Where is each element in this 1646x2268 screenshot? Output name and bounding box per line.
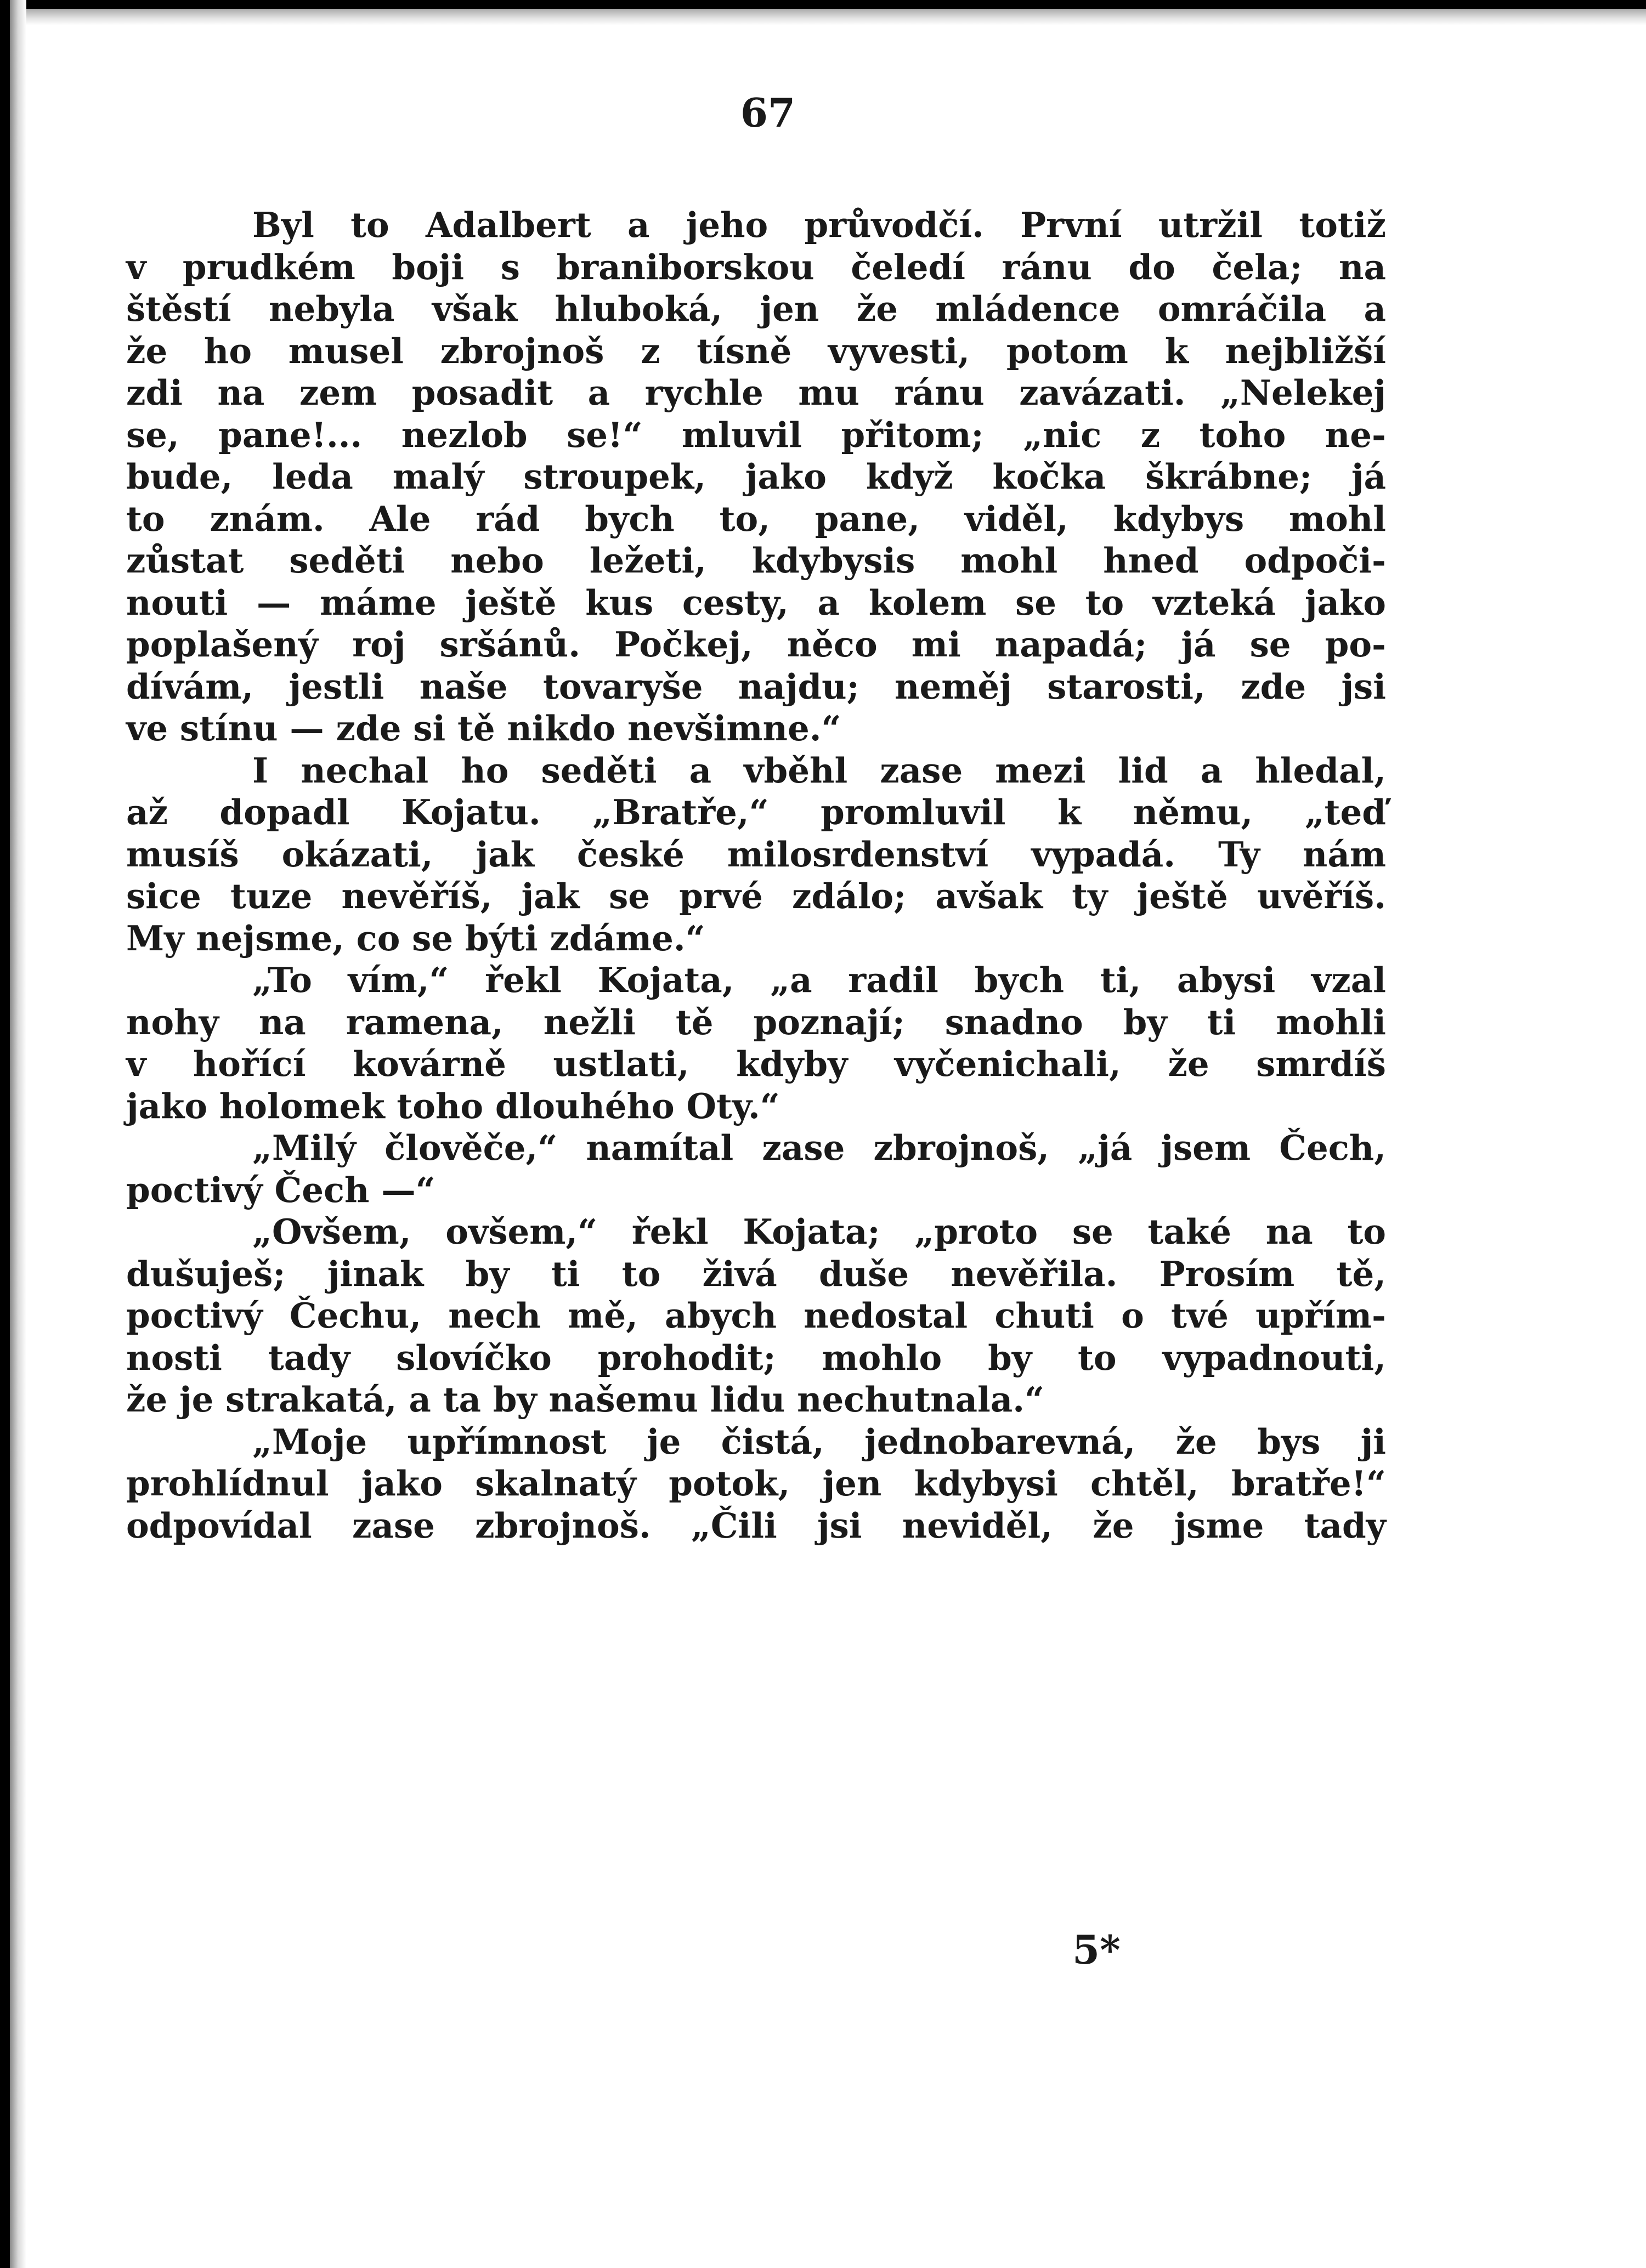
body-text <box>126 204 1386 1546</box>
text-line: odpovídal zase zbrojnoš. „Čili jsi neviděl, že jsme tady <box>126 1505 1386 1546</box>
text-line: ve stínu — zde si tě nikdo nevšimne.“ <box>126 708 841 749</box>
text-line: dušuješ; jinak by ti to živá duše nevěřila. Prosím tě, <box>126 1253 1386 1294</box>
text-line: Byl to Adalbert a jeho průvodčí. První utržil totiž <box>252 205 1386 245</box>
text-line: se, pane!... nezlob se!“ mluvil přitom; „nic z toho ne- <box>126 414 1386 455</box>
scan-border-top <box>0 0 1646 9</box>
text-line: poctivý Čech —“ <box>126 1169 435 1210</box>
text-line: „Milý člověče,“ namítal zase zbrojnoš, „já jsem Čech, <box>252 1127 1386 1168</box>
text-line: poplašený roj sršánů. Počkej, něco mi napadá; já se po- <box>126 624 1386 665</box>
text-line: I nechal ho seděti a vběhl zase mezi lid a hledal, <box>252 750 1386 791</box>
text-line: jako holomek toho dlouhého Oty.“ <box>126 1085 780 1126</box>
text-line: „Moje upřímnost je čistá, jednobarevná, že bys ji <box>252 1421 1386 1462</box>
page-number: 67 <box>740 89 796 136</box>
text-line: bude, leda malý stroupek, jako když kočka škrábne; já <box>126 456 1386 497</box>
text-line: zdi na zem posadit a rychle mu ránu zavázati. „Nelekej <box>126 372 1386 413</box>
text-line: nouti — máme ještě kus cesty, a kolem se to vzteká jako <box>126 582 1386 623</box>
text-line: že je strakatá, a ta by našemu lidu nechutnala.“ <box>126 1379 1044 1420</box>
scan-shadow-left <box>10 0 26 2268</box>
text-line: „Ovšem, ovšem,“ řekl Kojata; „proto se také na to <box>252 1211 1386 1252</box>
text-line: štěstí nebyla však hluboká, jen že mládence omráčila a <box>126 288 1386 329</box>
text-line: až dopadl Kojatu. „Bratře,“ promluvil k němu, „teď <box>126 792 1386 832</box>
text-line: dívám, jestli naše tovaryše najdu; neměj starosti, zde jsi <box>126 666 1386 707</box>
signature-mark: 5* <box>1072 1926 1121 1973</box>
text-line: to znám. Ale rád bych to, pane, viděl, kdybys mohl <box>126 498 1386 539</box>
text-line: že ho musel zbrojnoš z tísně vyvesti, potom k nejbližší <box>126 330 1386 371</box>
scan-border-left <box>0 0 10 2268</box>
text-line: sice tuze nevěříš, jak se prvé zdálo; avšak ty ještě uvěříš. <box>126 876 1386 916</box>
text-line: musíš okázati, jak české milosrdenství vypadá. Ty nám <box>126 834 1386 875</box>
text-line: nohy na ramena, nežli tě poznají; snadno by ti mohli <box>126 1001 1386 1042</box>
text-line: v prudkém boji s braniborskou čeledí ránu do čela; na <box>126 246 1386 287</box>
text-line: zůstat seděti nebo ležeti, kdybysis mohl hned odpoči- <box>126 540 1386 581</box>
text-line: v hořící kovárně ustlati, kdyby vyčenichali, že smrdíš <box>126 1044 1386 1084</box>
text-line: My nejsme, co se býti zdáme.“ <box>126 917 705 959</box>
text-line: nosti tady slovíčko prohodit; mohlo by to vypadnouti, <box>126 1337 1386 1378</box>
scan-shadow-top <box>0 9 1646 25</box>
text-line: prohlídnul jako skalnatý potok, jen kdybysi chtěl, bratře!“ <box>126 1463 1386 1504</box>
text-line: „To vím,“ řekl Kojata, „a radil bych ti, abysi vzal <box>252 960 1386 1000</box>
text-line: poctivý Čechu, nech mě, abych nedostal chuti o tvé upřím- <box>126 1295 1386 1336</box>
